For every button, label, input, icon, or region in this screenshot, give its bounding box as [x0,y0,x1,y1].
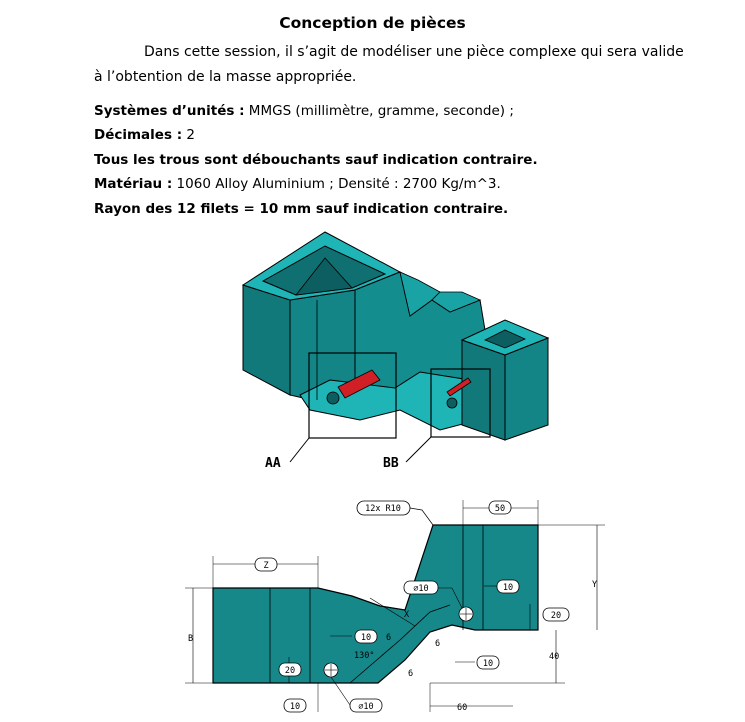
decimals-label: Décimales : [94,127,183,143]
dim-40: 40 [549,652,560,662]
angle-130: 130° [354,651,375,661]
dim-10-right: 10 [502,583,514,593]
intro-line-1: Dans cette session, il s’agit de modéliser une pièce complexe qui sera valide [144,44,684,60]
dim-hole-top: ∅10 [413,584,429,594]
callout-fillet: 12x R10 [365,504,401,514]
dim-20-left: 20 [284,666,296,676]
dim-10-lower: 10 [482,659,494,669]
holes-note-text: Tous les trous sont débouchants sauf indication contraire. [94,152,538,168]
decimals-value: 2 [182,127,195,143]
dim-20-right: 20 [550,611,562,621]
dim-b: B [188,634,194,644]
units-label: Systèmes d’unités : [94,103,245,119]
dim-y: Y [592,580,598,590]
detail-label-bb: BB [383,456,399,471]
dim-10-bottom: 10 [289,702,301,712]
dim-6-b: 6 [435,639,441,649]
fillets-note-text: Rayon des 12 filets = 10 mm sauf indication contraire. [94,201,509,217]
dim-60: 60 [457,703,468,713]
units-value: MMGS (millimètre, gramme, seconde) ; [244,103,514,119]
dim-x: X [404,610,410,620]
material-label: Matériau : [94,176,173,192]
dim-10-mid: 10 [360,633,372,643]
intro-line-2: à l’obtention de la masse appropriée. [94,69,357,85]
dim-6-a: 6 [386,633,392,643]
material-value: 1060 Alloy Aluminium ; Densité : 2700 Kg/m^3. [172,176,501,192]
detail-label-aa: AA [265,456,281,471]
callout-fillet-leader [410,508,433,525]
dim-z: Z [263,561,269,571]
page-title: Conception de pièces [279,14,466,32]
dim-50: 50 [494,504,506,514]
dim-6-c: 6 [408,669,414,679]
dim-hole-bottom: ∅10 [358,702,374,712]
